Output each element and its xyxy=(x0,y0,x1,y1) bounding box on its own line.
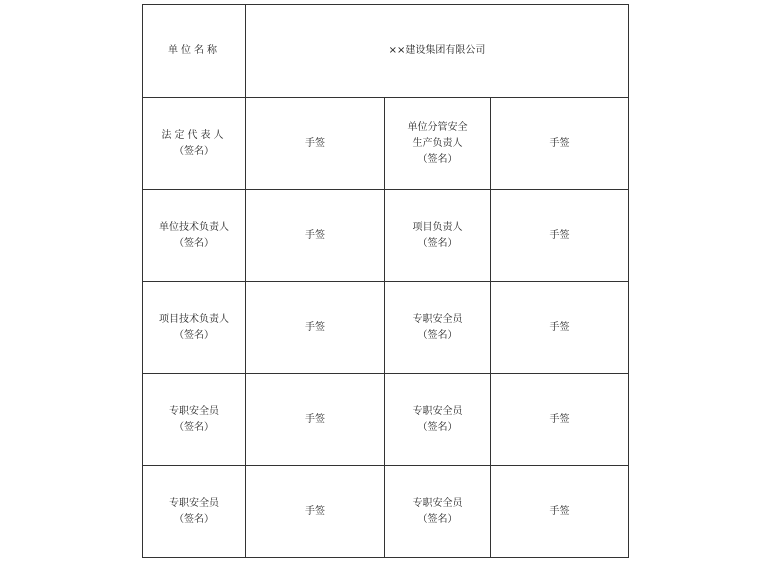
signature-text: 手签 xyxy=(549,505,570,517)
table-row xyxy=(143,190,629,282)
role-title-line-2: 生产负责人 xyxy=(412,137,463,149)
role-note: （签名） xyxy=(417,513,458,525)
role-cell xyxy=(385,466,491,558)
signature-cell[interactable] xyxy=(491,466,629,558)
signature-table xyxy=(142,4,629,558)
role-note: （签名） xyxy=(174,421,214,433)
signature-cell[interactable] xyxy=(246,374,385,466)
signature-text: 手签 xyxy=(549,321,570,333)
signature-cell[interactable] xyxy=(491,190,629,282)
role-note: （签名） xyxy=(174,513,214,525)
role-cell xyxy=(385,190,491,282)
role-cell xyxy=(143,98,246,190)
role-title: 专职安全员 xyxy=(169,405,219,417)
role-title: 专职安全员 xyxy=(412,497,463,509)
signature-text: 手签 xyxy=(305,505,325,517)
role-cell xyxy=(385,374,491,466)
signature-text: 手签 xyxy=(549,229,570,241)
role-title: 项目技术负责人 xyxy=(159,313,229,325)
role-note: （签名） xyxy=(174,329,214,341)
signature-text: 手签 xyxy=(305,413,325,425)
signature-cell[interactable] xyxy=(491,282,629,374)
role-title: 专职安全员 xyxy=(412,313,463,325)
role-title: 法定代表人 xyxy=(161,129,227,141)
signature-cell[interactable] xyxy=(491,374,629,466)
role-title: 专职安全员 xyxy=(169,497,219,509)
role-note: （签名） xyxy=(174,237,214,249)
role-note: （签名） xyxy=(417,329,458,341)
role-title: 单位技术负责人 xyxy=(159,221,229,233)
signature-text: 手签 xyxy=(549,137,570,149)
signature-text: 手签 xyxy=(305,321,325,333)
unit-name-label xyxy=(143,5,246,98)
table-row xyxy=(143,466,629,558)
unit-name-value xyxy=(246,5,629,98)
role-cell xyxy=(143,466,246,558)
table-row xyxy=(143,282,629,374)
role-note: （签名） xyxy=(417,153,458,165)
role-note: （签名） xyxy=(417,421,458,433)
table-row xyxy=(143,374,629,466)
role-note: （签名） xyxy=(174,145,214,157)
signature-cell[interactable] xyxy=(246,190,385,282)
unit-name-label-text: 单位名称 xyxy=(168,45,220,56)
signature-cell[interactable] xyxy=(246,466,385,558)
table-row-unit-name xyxy=(143,5,629,98)
role-cell xyxy=(385,282,491,374)
signature-text: 手签 xyxy=(305,137,325,149)
signature-cell[interactable] xyxy=(246,282,385,374)
role-cell xyxy=(143,190,246,282)
role-cell xyxy=(385,98,491,190)
unit-name-value-text: ××建设集团有限公司 xyxy=(388,45,486,56)
role-cell xyxy=(143,374,246,466)
table-row xyxy=(143,98,629,190)
role-cell xyxy=(143,282,246,374)
signature-cell[interactable] xyxy=(491,98,629,190)
role-title: 项目负责人 xyxy=(412,221,463,233)
role-title: 专职安全员 xyxy=(412,405,463,417)
role-note: （签名） xyxy=(417,237,458,249)
signature-cell[interactable] xyxy=(246,98,385,190)
role-title-line-1: 单位分管安全 xyxy=(407,121,468,133)
signature-text: 手签 xyxy=(305,229,325,241)
signature-text: 手签 xyxy=(549,413,570,425)
